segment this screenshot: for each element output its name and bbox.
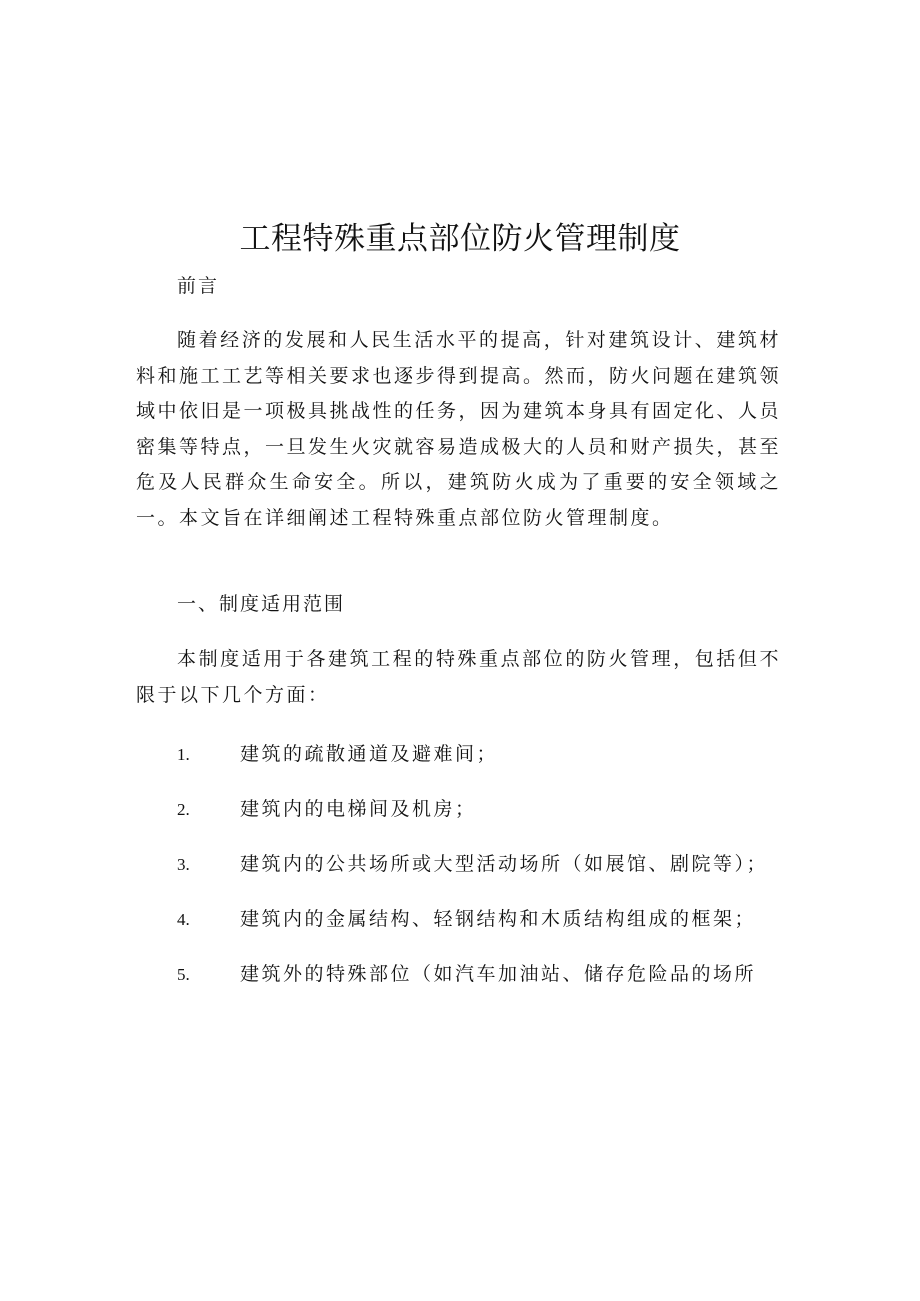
list-item-number: 3. <box>177 855 190 874</box>
list-item-3 <box>177 850 768 879</box>
list-item-text: 建筑的疏散通道及避难间； <box>240 743 499 765</box>
list-item-text: 建筑内的电梯间及机房； <box>240 798 477 820</box>
list-item-2 <box>177 795 477 824</box>
section-1-heading: 一、制度适用范围 <box>177 593 346 615</box>
preface-paragraph: 随着经济的发展和人民生活水平的提高，针对建筑设计、建筑材料和施工工艺等相关要求也逐步得到提高。然而，防火问题在建筑领域中依旧是一项极具挑战性的任务，因为建筑本身具有固定化、人员密集等特点，一旦发生火灾就容易造成极大的人员和财产损失，甚至危及人民群众生命安全。所以，建筑防火成为了重要的安全领域之一。本文旨在详细阐述工程特殊重点部位防火管理制度。 <box>136 329 782 529</box>
list-item-number: 2. <box>177 800 190 819</box>
list-item-4 <box>177 905 756 934</box>
list-item-text: 建筑内的金属结构、轻钢结构和木质结构组成的框架； <box>240 908 757 930</box>
list-item-5 <box>177 960 756 989</box>
list-item-1 <box>177 740 498 769</box>
list-item-number: 4. <box>177 910 190 929</box>
list-item-text: 建筑内的公共场所或大型活动场所（如展馆、剧院等）； <box>240 853 769 875</box>
list-item-number: 1. <box>177 745 190 764</box>
list-item-text: 建筑外的特殊部位（如汽车加油站、储存危险品的场所 <box>240 963 757 985</box>
document-title: 工程特殊重点部位防火管理制度 <box>239 221 681 257</box>
section-1-paragraph: 本制度适用于各建筑工程的特殊重点部位的防火管理，包括但不限于以下几个方面： <box>136 648 781 706</box>
preface-heading: 前言 <box>177 275 220 297</box>
list-item-number: 5. <box>177 965 190 984</box>
